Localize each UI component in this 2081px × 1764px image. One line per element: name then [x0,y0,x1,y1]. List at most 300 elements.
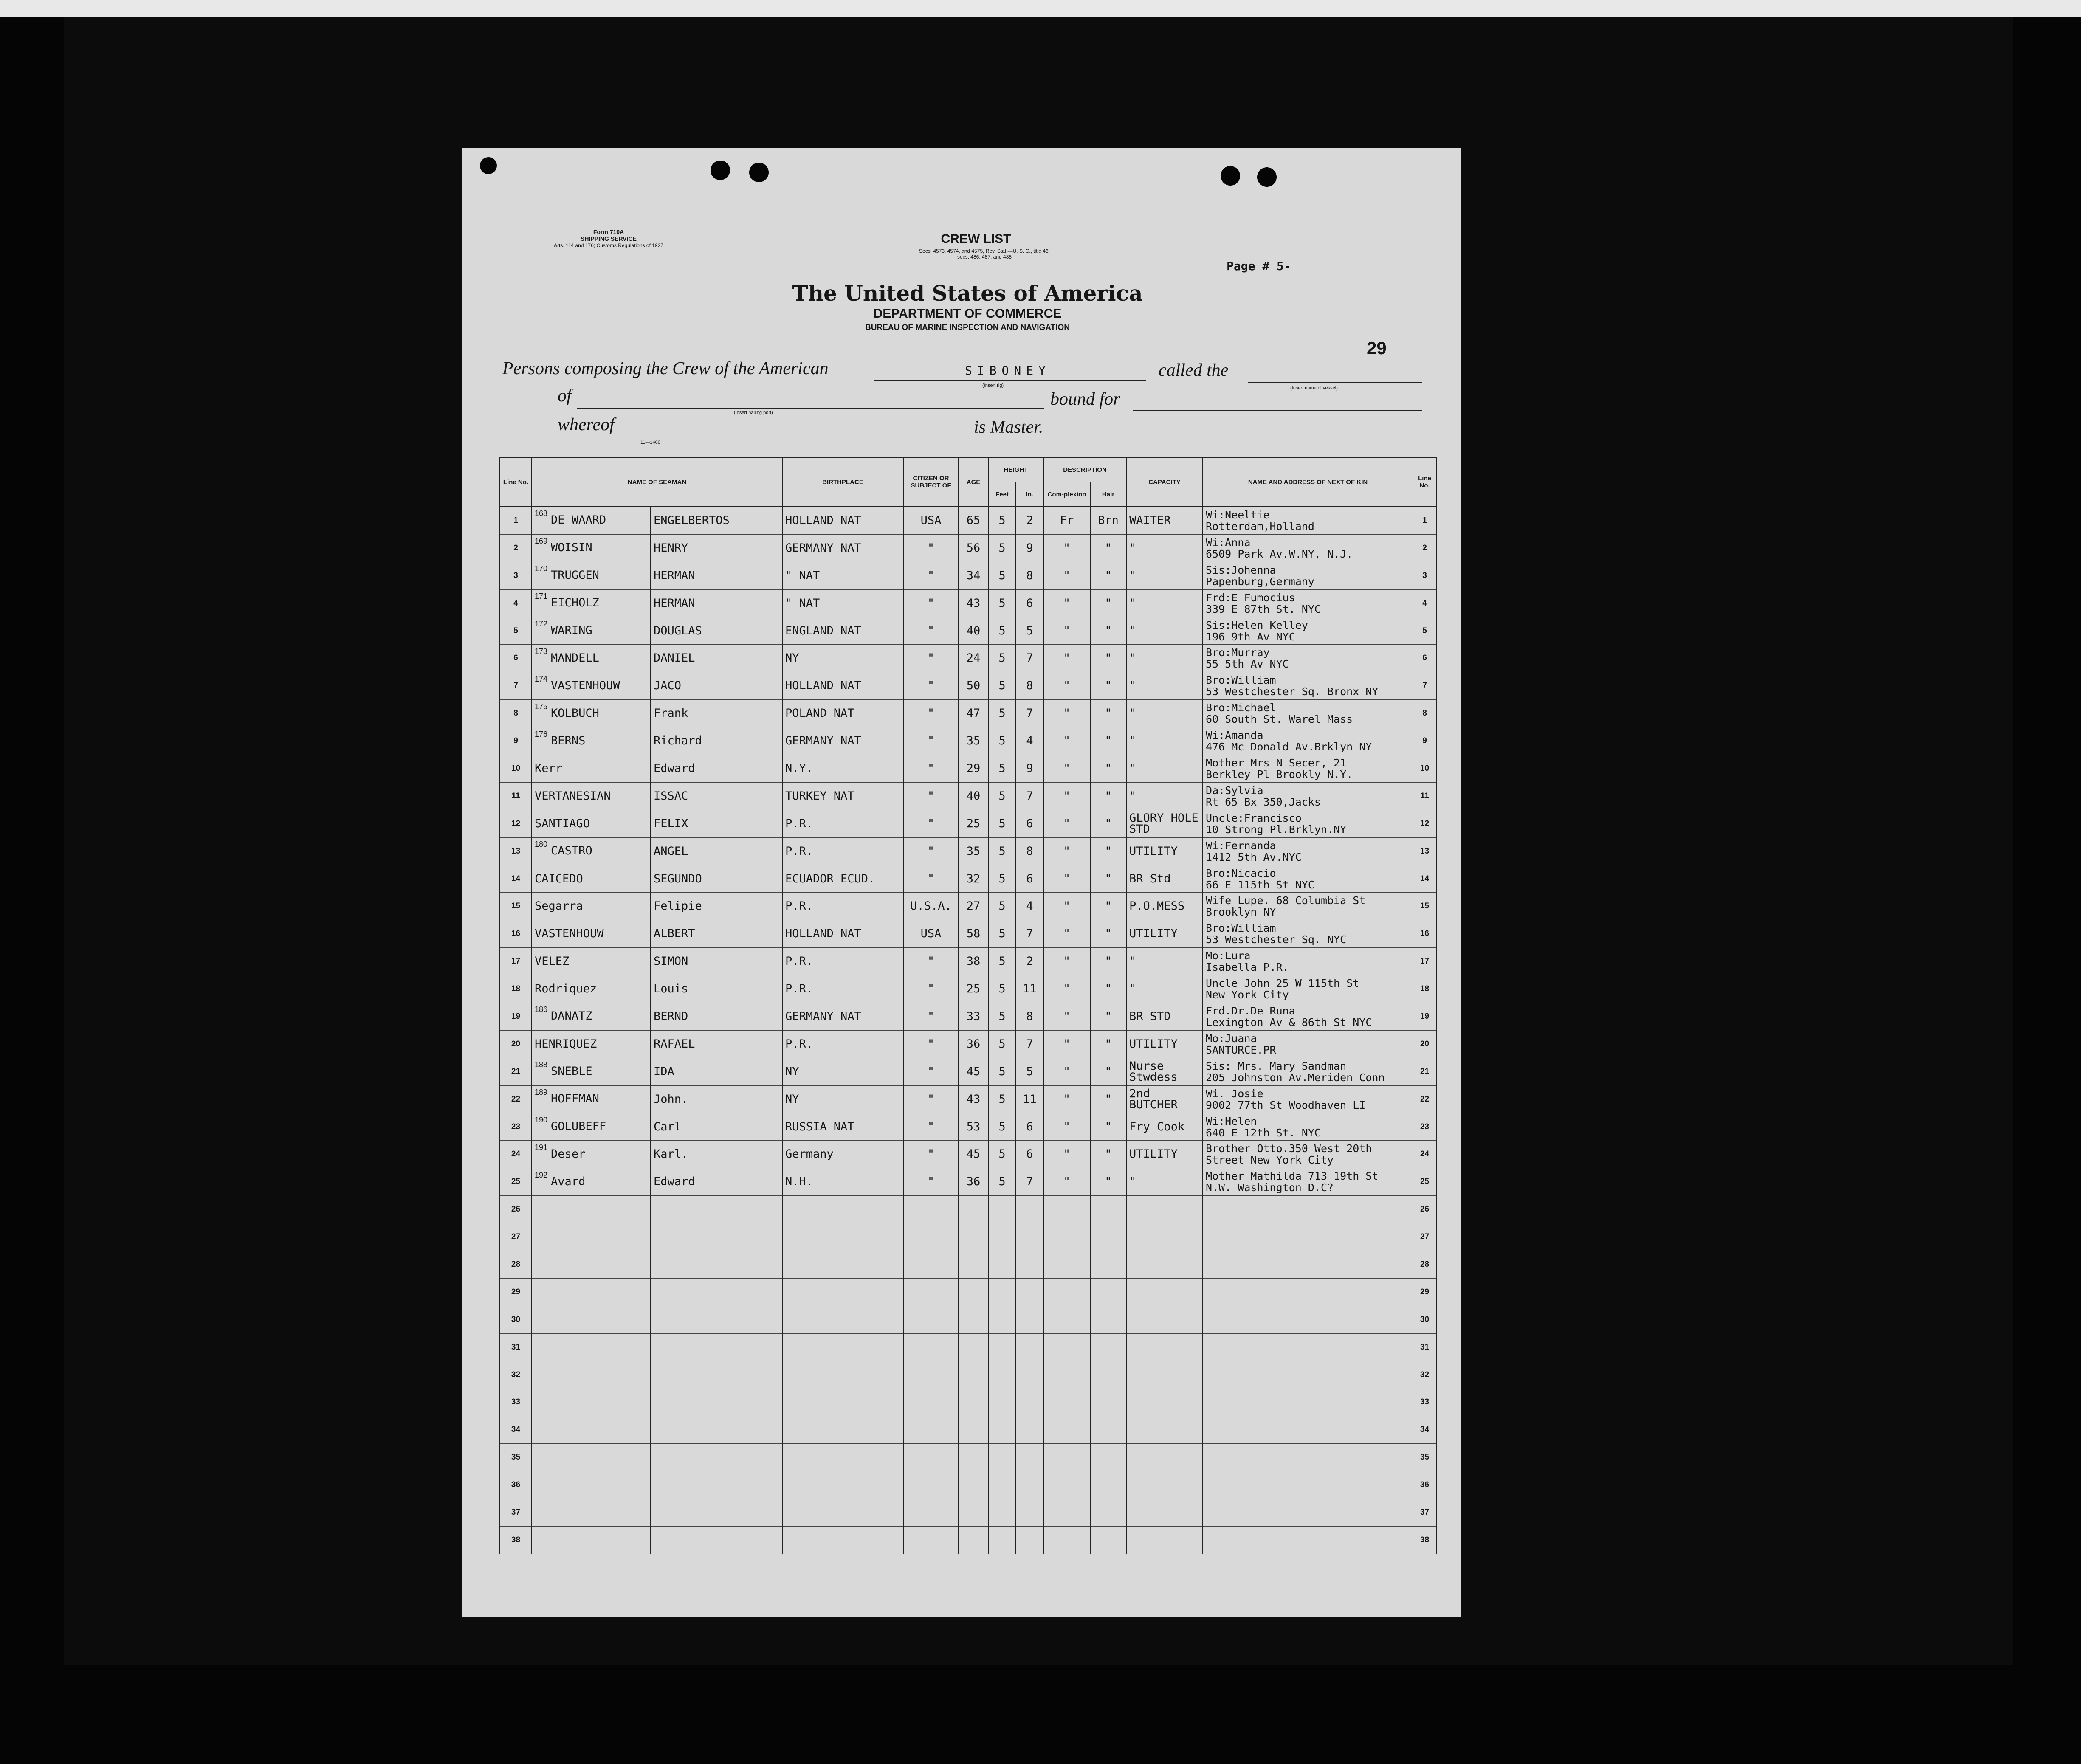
line-number: 17 [500,948,532,975]
birthplace-cell: P.R. [782,948,903,975]
complexion-cell [1043,1471,1090,1499]
table-row [500,672,1436,700]
complexion-cell [1043,1444,1090,1471]
capacity-cell: BR STD [1126,1003,1203,1031]
birthplace-cell [782,1306,903,1333]
seaman-surname [532,1168,651,1196]
age-cell: 45 [959,1141,988,1168]
table-row [500,1223,1436,1251]
citizen-cell: " [903,672,959,700]
height-feet-cell [988,1526,1016,1554]
seaman-given-name: Edward [651,755,782,783]
citizen-cell [903,1196,959,1223]
citizen-cell [903,1416,959,1444]
age-cell: 58 [959,920,988,948]
line-number: 21 [500,1058,532,1085]
complexion-cell: " [1043,782,1090,810]
table-row [500,1526,1436,1554]
age-cell: 27 [959,893,988,920]
hair-cell: Brn [1090,507,1126,534]
hair-cell [1090,1278,1126,1306]
seaman-given-name: John. [651,1085,782,1113]
complexion-cell: " [1043,865,1090,893]
kin-address: 9002 77th St Woodhaven LI [1206,1099,1366,1111]
line-number-right: 4 [1413,589,1436,617]
surname-text: VASTENHOUW [551,679,620,692]
birthplace-cell [782,1251,903,1279]
next-of-kin-cell [1203,727,1413,755]
citizen-cell: " [903,534,959,562]
kin-address: Rt 65 Bx 350,Jacks [1206,795,1321,808]
seaman-given-name [651,1526,782,1554]
seaman-record-number: 180 [535,840,548,849]
line-number: 8 [500,700,532,727]
line-number-right: 38 [1413,1526,1436,1554]
hair-cell: " [1090,672,1126,700]
birthplace-cell: GERMANY NAT [782,534,903,562]
birthplace-cell: Germany [782,1141,903,1168]
line-number-right: 32 [1413,1361,1436,1389]
line-number-right: 1 [1413,507,1436,534]
seaman-given-name [651,1444,782,1471]
birthplace-cell: GERMANY NAT [782,1003,903,1031]
complexion-cell: " [1043,645,1090,672]
seaman-given-name: Richard [651,727,782,755]
height-feet-cell [988,1499,1016,1527]
seaman-given-name [651,1333,782,1361]
complexion-cell: " [1043,1168,1090,1196]
surname-text: WARING [551,624,592,637]
birthplace-cell [782,1278,903,1306]
height-feet-cell: 5 [988,920,1016,948]
capacity-cell [1126,1499,1203,1527]
surname-text: VASTENHOUW [535,927,604,941]
next-of-kin-cell [1203,1499,1413,1527]
kin-address: Brooklyn NY [1206,906,1276,919]
capacity-cell: " [1126,645,1203,672]
complexion-cell: " [1043,975,1090,1003]
seaman-record-number: 168 [535,509,548,518]
complexion-cell [1043,1333,1090,1361]
line-number: 25 [500,1168,532,1196]
seaman-surname [532,920,651,948]
kin-name: Wi:Neeltie [1206,508,1270,521]
line-number-right: 35 [1413,1444,1436,1471]
height-inches-cell: 8 [1016,672,1043,700]
age-cell: 65 [959,507,988,534]
seaman-record-number: 169 [535,537,548,546]
table-row [500,865,1436,893]
hair-cell: " [1090,617,1126,645]
kin-name: Wi:Helen [1206,1115,1257,1127]
complexion-cell [1043,1499,1090,1527]
line-number-right: 3 [1413,562,1436,589]
table-row [500,1444,1436,1471]
line-number: 33 [500,1389,532,1416]
birthplace-cell: ENGLAND NAT [782,617,903,645]
height-inches-cell: 9 [1016,755,1043,783]
seaman-given-name [651,1196,782,1223]
seaman-record-number: 186 [535,1005,548,1014]
line-number-right: 28 [1413,1251,1436,1279]
seaman-surname [532,672,651,700]
ship-name: SIBONEY [964,364,1051,378]
line-number: 11 [500,782,532,810]
citizen-cell: " [903,589,959,617]
surname-text: Avard [551,1175,586,1188]
hair-cell [1090,1306,1126,1333]
height-feet-cell: 5 [988,975,1016,1003]
seaman-record-number: 172 [535,620,548,628]
viewer-top-bar [0,0,2081,17]
seaman-surname [532,589,651,617]
height-inches-cell: 4 [1016,727,1043,755]
line-number-right: 16 [1413,920,1436,948]
kin-name: Sis:Johenna [1206,564,1276,576]
hair-cell [1090,1251,1126,1279]
table-row [500,534,1436,562]
seaman-surname [532,1389,651,1416]
line-number: 30 [500,1306,532,1333]
punch-hole [1257,167,1277,187]
kin-name: Mo:Juana [1206,1032,1257,1045]
height-feet-cell: 5 [988,1085,1016,1113]
next-of-kin-cell [1203,865,1413,893]
seaman-given-name: Carl [651,1113,782,1141]
capacity-cell: 2nd BUTCHER [1126,1085,1203,1113]
kin-address: 196 9th Av NYC [1206,630,1295,643]
citizen-cell: " [903,975,959,1003]
seaman-record-number: 188 [535,1060,548,1069]
complexion-cell: " [1043,617,1090,645]
seaman-surname [532,1223,651,1251]
height-inches-cell [1016,1333,1043,1361]
seaman-given-name [651,1416,782,1444]
capacity-cell: UTILITY [1126,1030,1203,1058]
citizen-cell: " [903,1085,959,1113]
next-of-kin-cell [1203,507,1413,534]
height-feet-cell [988,1389,1016,1416]
table-row [500,810,1436,837]
kin-address: 66 E 115th St NYC [1206,878,1314,891]
bureau-heading: BUREAU OF MARINE INSPECTION AND NAVIGATION [865,323,1070,332]
kin-name: Bro:Michael [1206,702,1276,714]
capacity-cell: " [1126,562,1203,589]
citizen-cell: " [903,1168,959,1196]
birthplace-cell [782,1444,903,1471]
line-number: 3 [500,562,532,589]
surname-text: DANATZ [551,1009,592,1023]
header-name-of-seaman: NAME OF SEAMAN [532,457,782,507]
seaman-given-name: HERMAN [651,589,782,617]
table-row [500,1471,1436,1499]
seaman-given-name [651,1223,782,1251]
age-cell [959,1444,988,1471]
next-of-kin-cell [1203,700,1413,727]
line-number: 22 [500,1085,532,1113]
line-number-right: 27 [1413,1223,1436,1251]
table-row [500,1499,1436,1527]
line-number: 20 [500,1030,532,1058]
hair-cell: " [1090,755,1126,783]
seaman-given-name: SIMON [651,948,782,975]
called-the-label: called the [1159,361,1229,380]
citizen-cell: " [903,948,959,975]
birthplace-cell [782,1389,903,1416]
capacity-cell [1126,1251,1203,1279]
port-hint: (Insert hailing port) [734,410,773,415]
hair-cell: " [1090,948,1126,975]
age-cell [959,1223,988,1251]
height-feet-cell [988,1416,1016,1444]
age-cell: 34 [959,562,988,589]
capacity-cell [1126,1196,1203,1223]
surname-text: SNEBLE [551,1065,592,1078]
seaman-given-name [651,1499,782,1527]
complexion-cell: " [1043,1113,1090,1141]
age-cell [959,1251,988,1279]
seaman-surname [532,1113,651,1141]
seaman-surname [532,507,651,534]
birthplace-cell: N.H. [782,1168,903,1196]
table-row [500,1085,1436,1113]
header-feet: Feet [988,482,1016,507]
table-row [500,1168,1436,1196]
hair-cell: " [1090,893,1126,920]
kin-name: Bro:Murray [1206,646,1270,659]
complexion-cell: " [1043,1003,1090,1031]
surname-text: VELEZ [535,955,570,968]
line-number-right: 22 [1413,1085,1436,1113]
age-cell: 56 [959,534,988,562]
capacity-cell: UTILITY [1126,1141,1203,1168]
line-number: 28 [500,1251,532,1279]
surname-text: DE WAARD [551,513,606,527]
line-number-right: 34 [1413,1416,1436,1444]
next-of-kin-cell [1203,617,1413,645]
next-of-kin-cell [1203,893,1413,920]
kin-address: SANTURCE.PR [1206,1043,1276,1056]
height-feet-cell: 5 [988,645,1016,672]
table-row [500,1196,1436,1223]
header-age: AGE [959,457,988,507]
seaman-surname [532,975,651,1003]
citizen-cell: " [903,782,959,810]
seaman-given-name [651,1251,782,1279]
capacity-cell [1126,1389,1203,1416]
seaman-given-name [651,1361,782,1389]
next-of-kin-cell [1203,1306,1413,1333]
height-inches-cell [1016,1471,1043,1499]
kin-address: 55 5th Av NYC [1206,658,1289,671]
height-feet-cell: 5 [988,672,1016,700]
age-cell: 24 [959,645,988,672]
age-cell: 40 [959,617,988,645]
age-cell: 36 [959,1168,988,1196]
kin-name: Uncle John 25 W 115th St [1206,977,1359,990]
capacity-cell [1126,1361,1203,1389]
header-line-no-right: Line No. [1413,457,1436,507]
hair-cell: " [1090,810,1126,837]
statute-line-1: Secs. 4573, 4574, and 4575, Rev. Stat.—U. S. C., title 46, [919,248,1050,254]
seaman-given-name: BERND [651,1003,782,1031]
seaman-given-name: Felipie [651,893,782,920]
statute-reference [866,248,1103,260]
line-number-right: 18 [1413,975,1436,1003]
complexion-cell [1043,1251,1090,1279]
birthplace-cell [782,1526,903,1554]
surname-text: GOLUBEFF [551,1120,606,1133]
height-inches-cell: 8 [1016,837,1043,865]
capacity-cell: " [1126,672,1203,700]
birthplace-cell: HOLLAND NAT [782,507,903,534]
citizen-cell: " [903,617,959,645]
age-cell: 53 [959,1113,988,1141]
kin-address: Lexington Av & 86th St NYC [1206,1016,1372,1029]
hair-cell: " [1090,865,1126,893]
seaman-surname [532,1499,651,1527]
complexion-cell: Fr [1043,507,1090,534]
hair-cell [1090,1196,1126,1223]
kin-address: 60 South St. Warel Mass [1206,713,1353,726]
seaman-given-name: IDA [651,1058,782,1085]
kin-name: Frd:E Fumocius [1206,591,1295,604]
header-citizen: CITIZEN OR SUBJECT OF [903,457,959,507]
height-inches-cell: 11 [1016,1085,1043,1113]
table-row [500,1416,1436,1444]
table-row [500,589,1436,617]
table-row [500,920,1436,948]
complexion-cell: " [1043,948,1090,975]
line-number: 23 [500,1113,532,1141]
citizen-cell: " [903,837,959,865]
age-cell: 33 [959,1003,988,1031]
height-feet-cell: 5 [988,865,1016,893]
seaman-given-name: DOUGLAS [651,617,782,645]
capacity-cell: BR Std [1126,865,1203,893]
height-inches-cell [1016,1389,1043,1416]
line-number: 15 [500,893,532,920]
reference-number: 29 [1367,338,1387,358]
kin-address: 339 E 87th St. NYC [1206,603,1321,615]
header-height: HEIGHT [988,457,1043,482]
citizen-cell [903,1444,959,1471]
seaman-surname [532,1251,651,1279]
birthplace-cell: HOLLAND NAT [782,920,903,948]
seaman-given-name: ANGEL [651,837,782,865]
kin-name: Mother Mathilda 713 19th St [1206,1170,1379,1183]
height-inches-cell: 5 [1016,1058,1043,1085]
next-of-kin-cell [1203,1251,1413,1279]
seaman-given-name: Karl. [651,1141,782,1168]
citizen-cell: " [903,1113,959,1141]
seaman-record-number: 176 [535,730,548,738]
seaman-surname [532,1196,651,1223]
department-heading: DEPARTMENT OF COMMERCE [873,307,1062,321]
citizen-cell: " [903,1141,959,1168]
table-row [500,1251,1436,1279]
capacity-cell: UTILITY [1126,837,1203,865]
line-number-right: 2 [1413,534,1436,562]
height-feet-cell: 5 [988,837,1016,865]
kin-address: N.W. Washington D.C? [1206,1181,1334,1194]
capacity-cell: P.O.MESS [1126,893,1203,920]
next-of-kin-cell [1203,1471,1413,1499]
seaman-surname [532,810,651,837]
height-inches-cell: 4 [1016,893,1043,920]
height-inches-cell [1016,1444,1043,1471]
birthplace-cell [782,1471,903,1499]
height-feet-cell [988,1251,1016,1279]
complexion-cell: " [1043,589,1090,617]
header-capacity: CAPACITY [1126,457,1203,507]
line-number-right: 15 [1413,893,1436,920]
complexion-cell: " [1043,755,1090,783]
complexion-cell: " [1043,562,1090,589]
age-cell: 29 [959,755,988,783]
line-number-right: 36 [1413,1471,1436,1499]
hair-cell: " [1090,589,1126,617]
height-inches-cell: 8 [1016,1003,1043,1031]
kin-name: Frd.Dr.De Runa [1206,1004,1295,1017]
birthplace-cell: " NAT [782,562,903,589]
hair-cell: " [1090,1030,1126,1058]
complexion-cell: " [1043,920,1090,948]
kin-name: Da:Sylvia [1206,784,1263,797]
height-inches-cell [1016,1196,1043,1223]
header-birthplace: BIRTHPLACE [782,457,903,507]
header-line-no: Line No. [500,457,532,507]
citizen-cell: " [903,865,959,893]
height-inches-cell: 6 [1016,589,1043,617]
table-row [500,893,1436,920]
country-heading: The United States of America [792,281,1143,306]
seaman-surname [532,645,651,672]
kin-name: Uncle:Francisco [1206,812,1302,824]
seaman-given-name: ISSAC [651,782,782,810]
height-feet-cell: 5 [988,700,1016,727]
height-inches-cell: 6 [1016,810,1043,837]
hair-cell [1090,1361,1126,1389]
complexion-cell: " [1043,1085,1090,1113]
birthplace-cell: NY [782,1058,903,1085]
seaman-surname [532,1444,651,1471]
capacity-cell: " [1126,534,1203,562]
height-feet-cell: 5 [988,562,1016,589]
complexion-cell [1043,1389,1090,1416]
line-number-right: 37 [1413,1499,1436,1527]
line-number: 19 [500,1003,532,1031]
seaman-surname [532,893,651,920]
seaman-record-number: 174 [535,674,548,683]
height-feet-cell [988,1471,1016,1499]
complexion-cell: " [1043,727,1090,755]
hair-cell [1090,1223,1126,1251]
kin-address: Rotterdam,Holland [1206,520,1314,533]
seaman-surname [532,837,651,865]
hair-cell: " [1090,1168,1126,1196]
age-cell [959,1278,988,1306]
seaman-given-name [651,1471,782,1499]
next-of-kin-cell [1203,645,1413,672]
seaman-given-name: HENRY [651,534,782,562]
surname-text: CAICEDO [535,872,583,885]
seaman-given-name: ALBERT [651,920,782,948]
capacity-cell [1126,1471,1203,1499]
birthplace-cell: P.R. [782,1030,903,1058]
height-inches-cell [1016,1223,1043,1251]
citizen-cell: " [903,755,959,783]
